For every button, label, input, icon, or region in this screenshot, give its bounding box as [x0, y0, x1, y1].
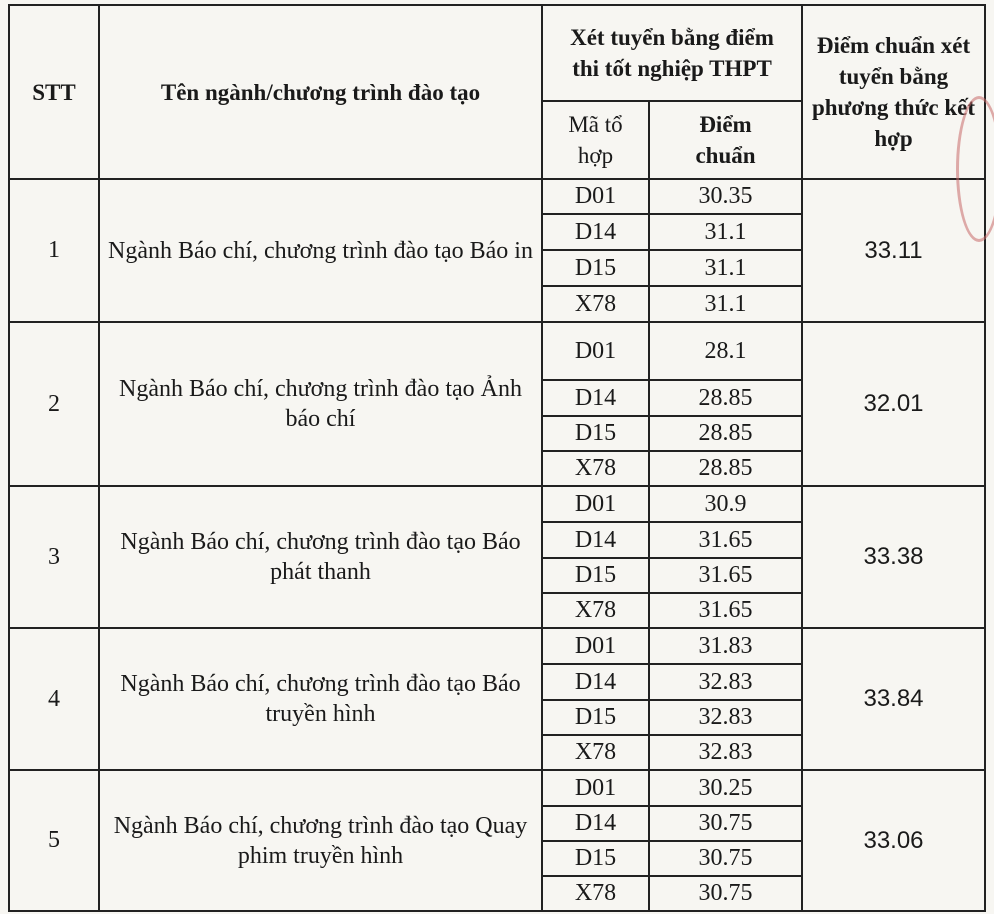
row-combo-code: D14 [542, 214, 649, 250]
table-row [9, 628, 985, 664]
row-stt: 4 [9, 628, 99, 770]
header-program-name: Tên ngành/chương trình đào tạo [99, 5, 542, 179]
row-combo-code: D15 [542, 841, 649, 876]
row-score: 28.1 [649, 322, 802, 380]
row-combo-code: X78 [542, 286, 649, 322]
row-stt: 3 [9, 486, 99, 628]
row-stt: 2 [9, 322, 99, 486]
row-combo-code: X78 [542, 451, 649, 486]
row-score: 31.1 [649, 286, 802, 322]
row-score: 31.83 [649, 628, 802, 664]
row-combined-score: 32.01 [802, 322, 985, 486]
row-combo-code: D14 [542, 522, 649, 558]
row-program-name: Ngành Báo chí, chương trình đào tạo Báo phát thanh [99, 486, 542, 628]
row-combo-code: X78 [542, 593, 649, 628]
row-combo-code: D01 [542, 628, 649, 664]
row-stt: 5 [9, 770, 99, 911]
row-combined-score: 33.38 [802, 486, 985, 628]
score-table-document [8, 4, 984, 910]
row-combined-score: 33.84 [802, 628, 985, 770]
row-score: 28.85 [649, 380, 802, 416]
row-combo-code: D15 [542, 558, 649, 593]
row-combo-code: D14 [542, 380, 649, 416]
row-score: 31.65 [649, 522, 802, 558]
row-program-name: Ngành Báo chí, chương trình đào tạo Ảnh báo chí [99, 322, 542, 486]
table-row [9, 486, 985, 522]
row-combined-score: 33.11 [802, 179, 985, 322]
table-row [9, 322, 985, 380]
header-exam-group: Xét tuyển bằng điểm thi tốt nghiệp THPT [542, 5, 802, 101]
row-combo-code: D15 [542, 416, 649, 451]
table-body [9, 179, 985, 911]
row-score: 28.85 [649, 416, 802, 451]
row-score: 30.25 [649, 770, 802, 806]
row-combo-code: X78 [542, 876, 649, 911]
row-combo-code: D14 [542, 806, 649, 841]
row-score: 28.85 [649, 451, 802, 486]
row-combo-code: D01 [542, 486, 649, 522]
row-score: 30.9 [649, 486, 802, 522]
row-combo-code: D15 [542, 250, 649, 286]
header-combined-method: Điểm chuẩn xét tuyển bằng phương thức kết hợp [802, 5, 985, 179]
header-score: Điểm chuẩn [649, 101, 802, 179]
seal-stamp [956, 96, 994, 242]
table-row [9, 770, 985, 806]
row-combo-code: D01 [542, 770, 649, 806]
header-stt: STT [9, 5, 99, 179]
row-combo-code: D01 [542, 322, 649, 380]
row-program-name: Ngành Báo chí, chương trình đào tạo Báo truyền hình [99, 628, 542, 770]
row-combo-code: D15 [542, 700, 649, 735]
admission-score-table [8, 4, 986, 912]
row-score: 31.1 [649, 214, 802, 250]
row-score: 31.65 [649, 593, 802, 628]
row-combo-code: X78 [542, 735, 649, 770]
row-combo-code: D01 [542, 179, 649, 214]
row-score: 31.1 [649, 250, 802, 286]
row-score: 30.75 [649, 806, 802, 841]
row-score: 32.83 [649, 735, 802, 770]
row-score: 31.65 [649, 558, 802, 593]
row-score: 32.83 [649, 664, 802, 700]
row-stt: 1 [9, 179, 99, 322]
row-program-name: Ngành Báo chí, chương trình đào tạo Báo in [99, 179, 542, 322]
header-combo-code: Mã tổ hợp [542, 101, 649, 179]
row-score: 30.75 [649, 841, 802, 876]
row-score: 32.83 [649, 700, 802, 735]
row-combo-code: D14 [542, 664, 649, 700]
row-score: 30.35 [649, 179, 802, 214]
row-combined-score: 33.06 [802, 770, 985, 911]
row-score: 30.75 [649, 876, 802, 911]
row-program-name: Ngành Báo chí, chương trình đào tạo Quay phim truyền hình [99, 770, 542, 911]
table-row [9, 179, 985, 214]
